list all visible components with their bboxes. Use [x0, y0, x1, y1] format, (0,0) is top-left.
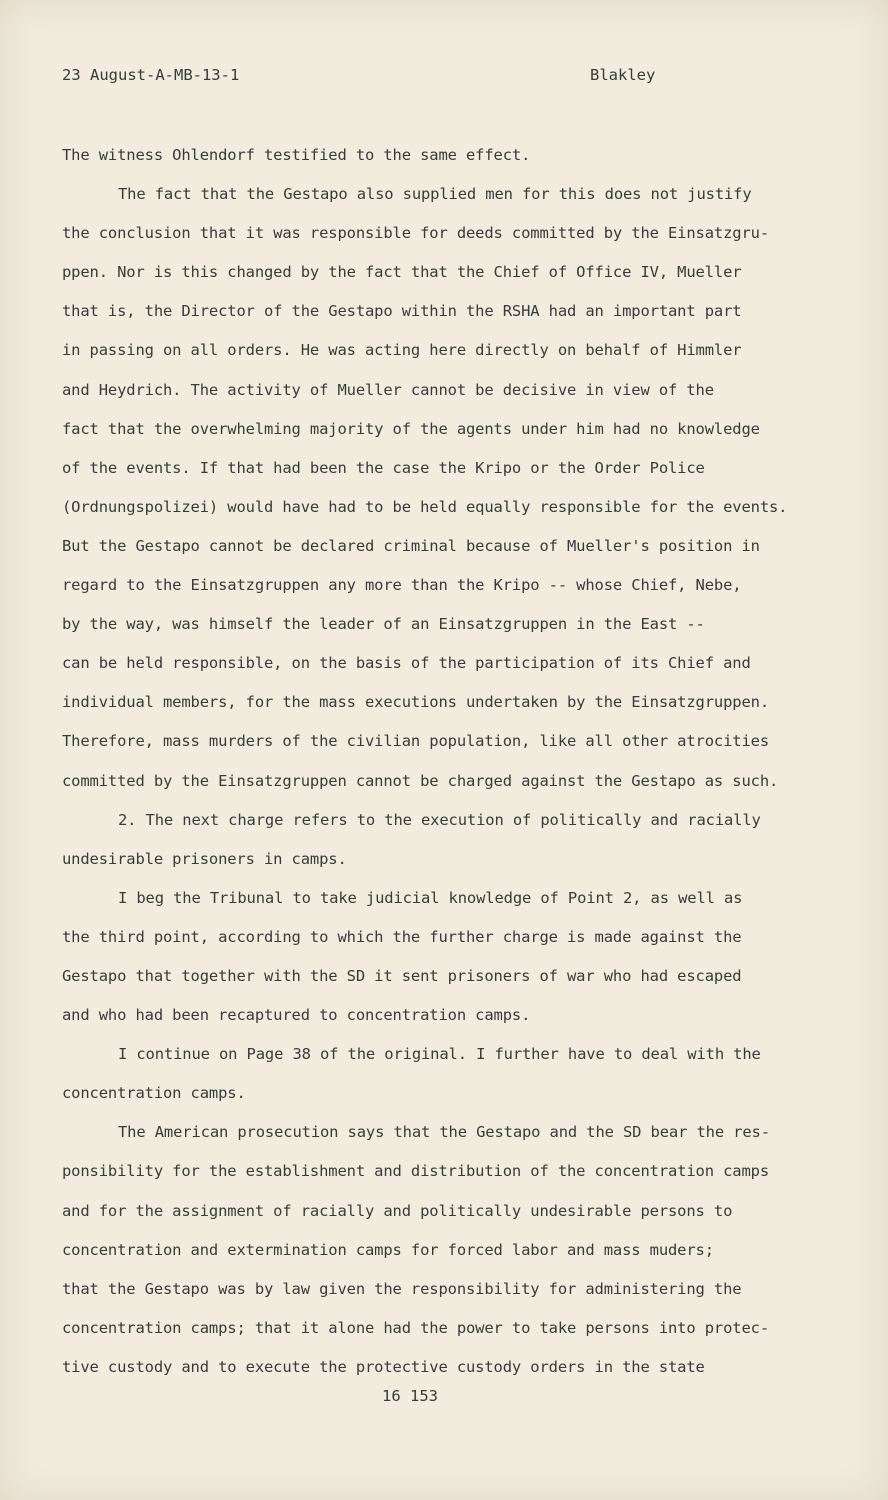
text-line: I beg the Tribunal to take judicial knowledge of Point 2, as well as — [118, 888, 743, 907]
text-line: (Ordnungspolizei) would have had to be held equally responsible for the events. — [62, 497, 788, 516]
text-line: Therefore, mass murders of the civilian population, like all other atrocities — [62, 732, 769, 751]
text-line: and for the assignment of racially and politically undesirable persons to — [62, 1201, 733, 1220]
transcript-body — [62, 144, 862, 1395]
page-number: 16 153 — [382, 1387, 438, 1405]
author-name: Blakley — [590, 66, 656, 84]
text-line: and who had been recaptured to concentration camps. — [62, 1006, 531, 1025]
text-line: regard to the Einsatzgruppen any more than the Kripo -- whose Chief, Nebe, — [62, 576, 742, 595]
text-line: 2. The next charge refers to the execution of politically and racially — [118, 810, 761, 829]
text-line: The American prosecution says that the Gestapo and the SD bear the res- — [118, 1123, 770, 1142]
text-line: in passing on all orders. He was acting here directly on behalf of Himmler — [62, 341, 742, 360]
text-line: the third point, according to which the further charge is made against the — [62, 927, 742, 946]
text-line: Gestapo that together with the SD it sent prisoners of war who had escaped — [62, 966, 742, 985]
text-line: and Heydrich. The activity of Mueller cannot be decisive in view of the — [62, 380, 714, 399]
text-line: concentration camps; that it alone had the power to take persons into protec- — [62, 1318, 769, 1337]
text-line: The fact that the Gestapo also supplied men for this does not justify — [118, 185, 752, 204]
text-line: that is, the Director of the Gestapo within the RSHA had an important part — [62, 302, 742, 321]
text-line: concentration camps. — [62, 1084, 246, 1103]
text-line: fact that the overwhelming majority of the agents under him had no knowledge — [62, 419, 760, 438]
text-line: by the way, was himself the leader of an Einsatzgruppen in the East -- — [62, 615, 705, 634]
text-line: concentration and extermination camps for forced labor and mass muders; — [62, 1240, 714, 1259]
document-reference: 23 August-A-MB-13-1 — [62, 66, 240, 84]
text-line: individual members, for the mass executions undertaken by the Einsatzgruppen. — [62, 693, 769, 712]
text-line: But the Gestapo cannot be declared criminal because of Mueller's position in — [62, 536, 760, 555]
text-line: I continue on Page 38 of the original. I further have to deal with the — [118, 1045, 761, 1064]
text-line: of the events. If that had been the case the Kripo or the Order Police — [62, 458, 705, 477]
text-line: ppen. Nor is this changed by the fact that the Chief of Office IV, Mueller — [62, 263, 742, 282]
text-line: can be held responsible, on the basis of the participation of its Chief and — [62, 654, 751, 673]
text-line: the conclusion that it was responsible for deeds committed by the Einsatzgru- — [62, 224, 769, 243]
text-line: tive custody and to execute the protective custody orders in the state — [62, 1357, 705, 1376]
text-line: committed by the Einsatzgruppen cannot be charged against the Gestapo as such. — [62, 771, 779, 790]
text-line: The witness Ohlendorf testified to the same effect. — [62, 146, 531, 164]
text-line: that the Gestapo was by law given the responsibility for administering the — [62, 1279, 742, 1298]
text-line: undesirable prisoners in camps. — [62, 849, 347, 868]
text-line: ponsibility for the establishment and distribution of the concentration camps — [62, 1162, 769, 1181]
